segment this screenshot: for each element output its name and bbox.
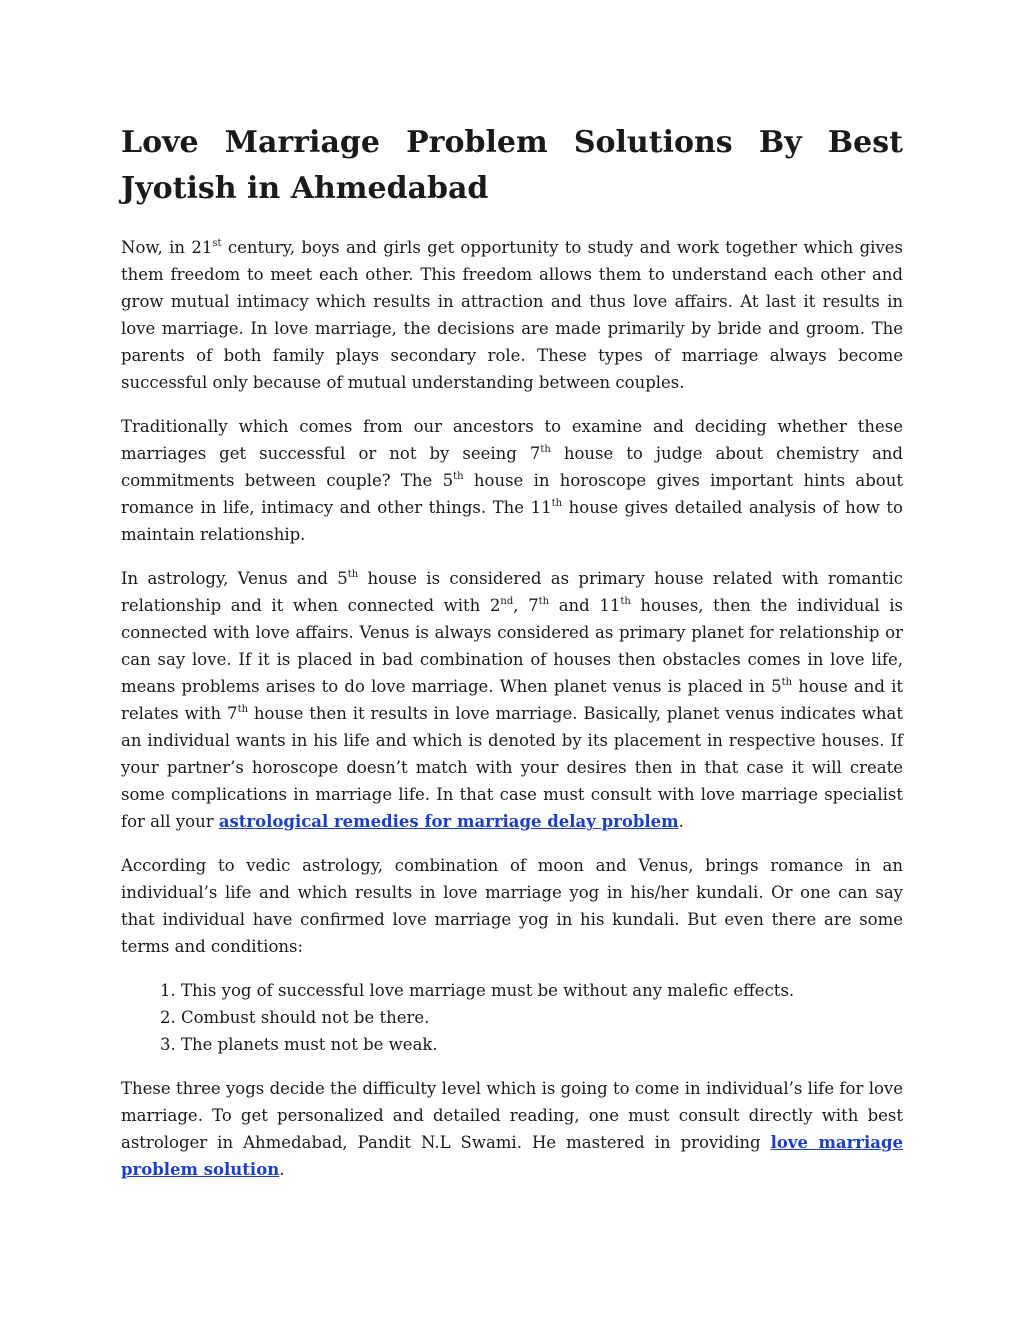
paragraph-intro	[121, 234, 903, 396]
superscript: th	[540, 444, 551, 455]
paragraph-vedic: According to vedic astrology, combination of moon and Venus, brings romance in an individual’s life and which results in love marriage yog in his/her kundali. Or one can say that individual have confirmed love marriage yog in his kundali. But even there are some terms and conditions:	[121, 856, 903, 956]
solution-link[interactable]: love marriage problem solution	[121, 1133, 903, 1179]
page-title: Love Marriage Problem Solutions By Best Jyotish in Ahmedabad	[121, 125, 903, 206]
superscript: th	[551, 498, 563, 509]
list-item: 1. This yog of successful love marriage must be without any malefic effects.	[181, 977, 903, 1004]
superscript: th	[620, 596, 631, 607]
text-run: house to judge about chemistry and commitments between couple? The 5	[121, 444, 903, 490]
text-run: These three yogs decide the difficulty level which is going to come in individual’s life for love marriage. To get personalized and detailed reading, one must consult directly with best astrologer in Ahmedabad, Pandit N.L Swami. He mastered in providing	[121, 1079, 903, 1152]
remedies-link[interactable]: astrological remedies for marriage delay problem	[218, 812, 679, 831]
list-item: 2. Combust should not be there.	[181, 1004, 903, 1031]
text-run: and 11	[549, 596, 621, 615]
text-run: century, boys and girls get opportunity to study and work together which gives them freedom to meet each other. This freedom allows them to understand each other and grow mutual intimacy which results in attraction and thus love affairs. At last it results in love marriage. In love marriage, the decisions are made primarily by bride and groom. The parents of both family plays secondary role. These types of marriage always become successful only because of mutual understanding between couples.	[121, 238, 903, 392]
conditions-list	[121, 977, 903, 1058]
superscript: st	[212, 238, 222, 249]
text-run: , 7	[513, 596, 539, 615]
superscript: th	[538, 596, 550, 607]
document-page	[121, 120, 903, 1200]
text-run: Now, in 21	[121, 238, 213, 257]
text-run: house gives detailed analysis of how to maintain relationship.	[121, 498, 903, 544]
text-run: house is considered as primary house related with romantic relationship and it when connected with 2	[121, 569, 903, 615]
superscript: th	[347, 569, 359, 580]
text-run: house in horoscope gives important hints about romance in life, intimacy and other things. The 11	[121, 471, 903, 517]
paragraph-conclusion	[121, 1075, 903, 1183]
superscript: th	[781, 677, 793, 688]
text-run: house then it results in love marriage. Basically, planet venus indicates what an individual wants in his life and which is denoted by its placement in respective houses. If your partner’s horoscope doesn’t match with your desires then in that case it will create some complications in marriage life. In that case must consult with love marriage specialist for all your	[121, 704, 903, 831]
paragraph-tradition	[121, 413, 903, 548]
text-run: Traditionally which comes from our ancestors to examine and deciding whether these marriages get successful or not by seeing 7	[121, 417, 903, 463]
text-run: houses, then the individual is connected with love affairs. Venus is always considered as primary planet for relationship or can say love. If it is placed in bad combination of houses then obstacles comes in love life, means problems arises to do love marriage. When planet venus is placed in 5	[121, 596, 904, 696]
text-run: .	[279, 1160, 285, 1179]
superscript: th	[237, 704, 249, 715]
text-run: .	[678, 812, 684, 831]
superscript: nd	[500, 596, 514, 607]
text-run: In astrology, Venus and 5	[121, 569, 348, 588]
superscript: th	[453, 471, 464, 482]
paragraph-astrology	[121, 565, 903, 835]
text-run: house and it relates with 7	[121, 677, 903, 723]
list-item: 3. The planets must not be weak.	[181, 1031, 903, 1058]
